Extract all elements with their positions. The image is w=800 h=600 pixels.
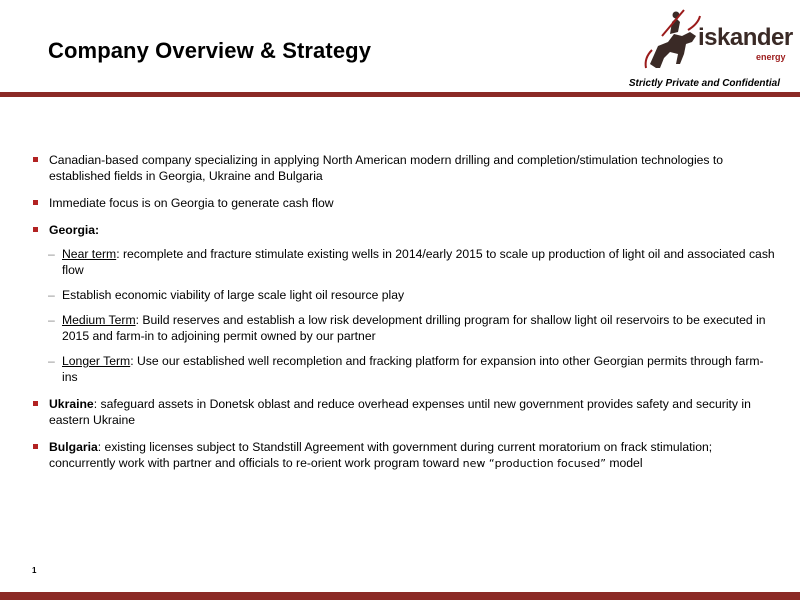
- bullet-company-description: [30, 152, 775, 184]
- subbullet-label: Near term: [62, 247, 117, 261]
- subbullet-text: : recomplete and fracture stimulate existing wells in 2014/early 2015 to scale up production of light oil and associated cash flow: [62, 247, 775, 277]
- bullet-list: [30, 152, 775, 483]
- confidentiality-notice: Strictly Private and Confidential: [628, 78, 780, 89]
- subbullet-text: : Build reserves and establish a low risk development drilling program for shallow light oil reservoirs to be executed in 2015 and farm-in to adjoining permit owned by our partner: [62, 313, 766, 343]
- bullet-marker: [33, 444, 38, 449]
- page-title: Company Overview & Strategy: [48, 38, 372, 63]
- subbullet-text: : Use our established well recompletion and fracking platform for expansion into other Georgian permits through farm-ins: [62, 354, 764, 384]
- subbullet-text: Establish economic viability of large scale light oil resource play: [62, 288, 405, 302]
- header-rule: [0, 92, 800, 97]
- bullet-heading: Bulgaria: [49, 440, 98, 454]
- company-logo: [640, 6, 793, 76]
- page-number: 1: [32, 566, 37, 575]
- dash-marker: –: [48, 288, 55, 302]
- subbullet-longer-term: [30, 353, 775, 385]
- bullet-marker: [33, 200, 38, 205]
- bullet-heading: Ukraine: [49, 397, 94, 411]
- bullet-marker: [33, 401, 38, 406]
- logo-wordmark: iskander: [698, 24, 793, 51]
- subbullet-medium-term: [30, 312, 775, 344]
- bullet-text: Immediate focus is on Georgia to generate cash flow: [49, 196, 334, 210]
- subbullet-near-term: [30, 246, 775, 278]
- dash-marker: –: [48, 354, 55, 368]
- bullet-text: : existing licenses subject to Standstill Agreement with government during current moratorium on frack stimulation; concurrently work with partner and officials to re-orient work program toward: [49, 440, 713, 470]
- subbullet-label: Longer Term: [62, 354, 131, 368]
- bullet-text-end: model: [605, 456, 643, 470]
- bullet-marker: [33, 227, 38, 232]
- bullet-ukraine: [30, 396, 775, 428]
- logo-subtitle: energy: [756, 52, 786, 62]
- bullet-text-emphasis: new “production focused”: [462, 457, 606, 470]
- bullet-bulgaria: [30, 439, 775, 472]
- subbullet-label: Medium Term: [62, 313, 136, 327]
- bullet-heading: Georgia:: [49, 223, 100, 237]
- bullet-text: Canadian-based company specializing in applying North American modern drilling and completion/stimulation technologies to established fields in Georgia, Ukraine and Bulgaria: [49, 153, 724, 183]
- bullet-georgia: [30, 222, 775, 238]
- subbullet-economic-viability: [30, 287, 775, 303]
- dash-marker: –: [48, 313, 55, 327]
- bullet-text: : safeguard assets in Donetsk oblast and reduce overhead expenses until new government provides safety and security in eastern Ukraine: [49, 397, 751, 427]
- footer-rule: [0, 592, 800, 600]
- bullet-immediate-focus: [30, 195, 775, 211]
- dash-marker: –: [48, 247, 55, 261]
- bullet-marker: [33, 157, 38, 162]
